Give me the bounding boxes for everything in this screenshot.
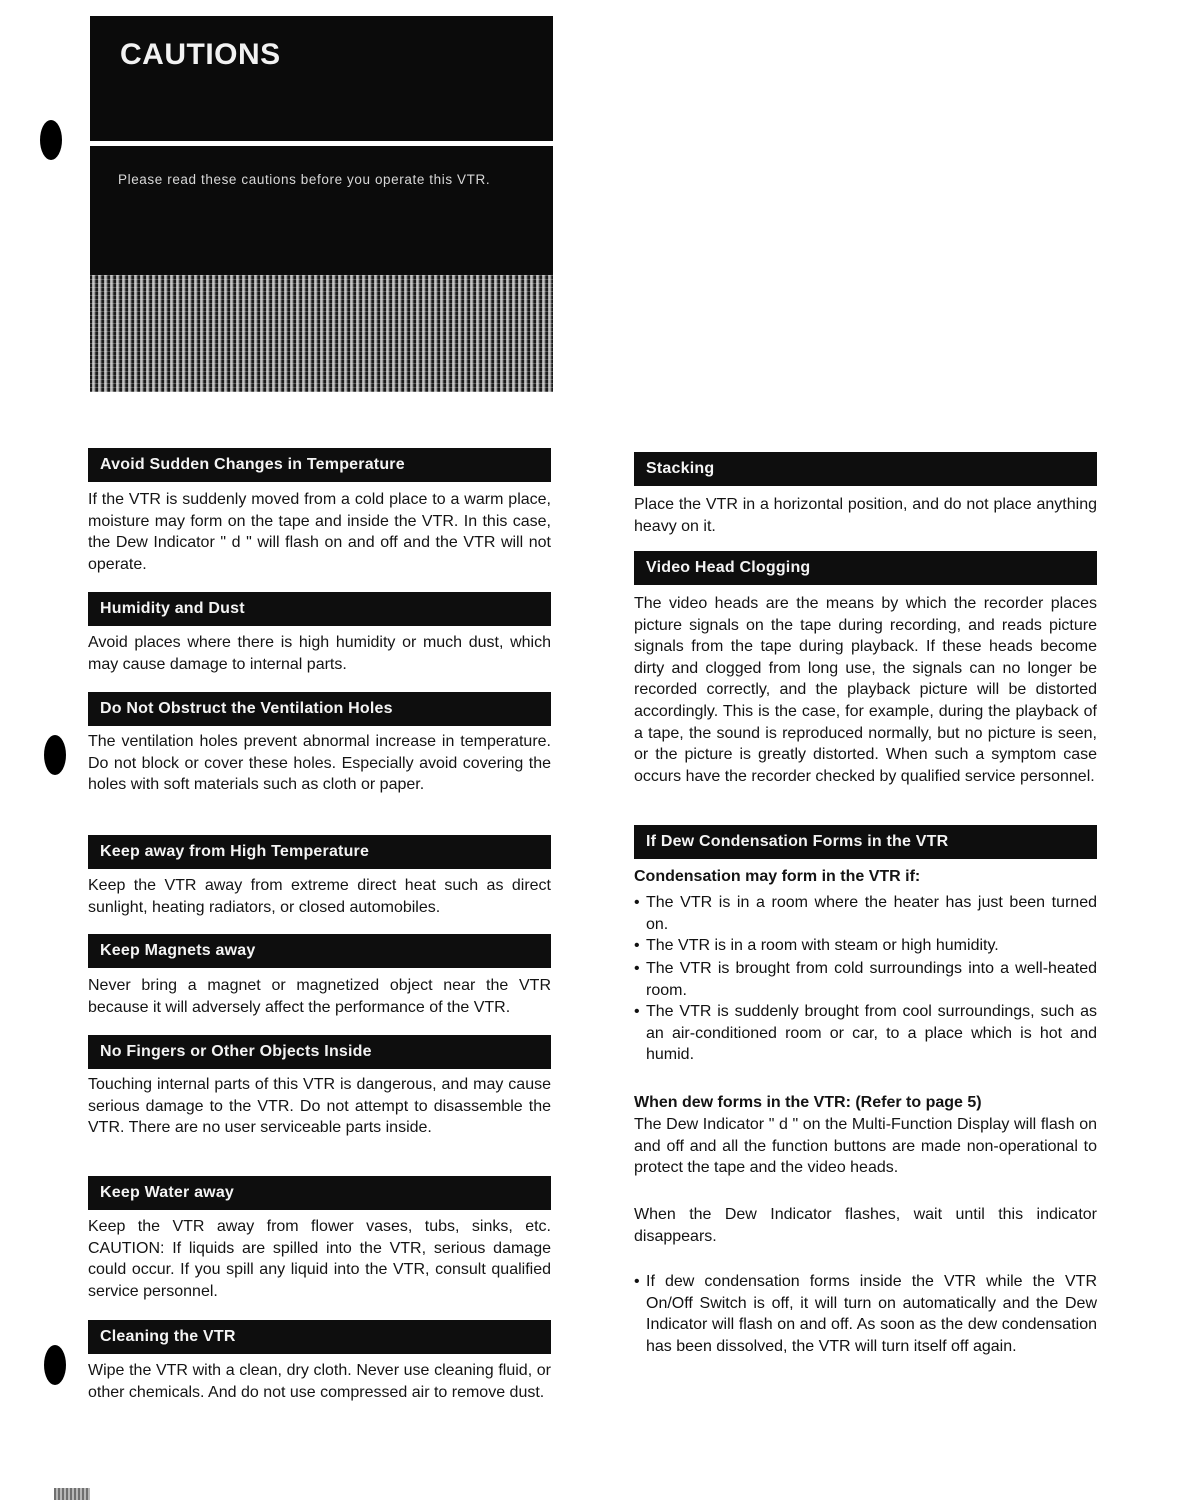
- section-heading: Humidity and Dust: [88, 592, 551, 626]
- when-title: When dew forms in the VTR: (Refer to page 5): [634, 1094, 982, 1111]
- bullet-icon: •: [634, 1003, 640, 1020]
- section-text: Touching internal parts of this VTR is dangerous, and may cause serious damage to the VTR. Do not attempt to disassemble the VTR. There are no user serviceable parts inside.: [88, 1076, 551, 1137]
- binder-hole-mark: [44, 1345, 66, 1385]
- list-item-text: If dew condensation forms inside the VTR while the VTR On/Off Switch is off, it will turn on automatically and the Dew Indicator will flash on and off. As soon as the dew condensation has been dissolved, the VTR will turn itself off again.: [646, 1273, 1097, 1355]
- list-item-text: The VTR is suddenly brought from cool surroundings, such as an air-conditioned room or car, to a place which is hot and humid.: [646, 1003, 1097, 1064]
- section-text: The video heads are the means by which the recorder places picture signals on the tape during recording, and reads picture signals from the tape during playback. If these heads become dirty and clogged from long use, the signals can no longer be recorded correctly, and the playback picture will be distorted accordingly. This is the case, for example, during the playback of a tape, the sound is reproduced normally, but no picture is seen, or the picture is greatly distorted. When such a symptom case occurs have the recorder checked by qualified service personnel.: [634, 595, 1097, 785]
- section-heading: Avoid Sudden Changes in Temperature: [88, 448, 551, 482]
- section-text: If the VTR is suddenly moved from a cold place to a warm place, moisture may form on the tape and inside the VTR. In this case, the Dew Indicator " d " will flash on and off and the VTR will not operate.: [88, 491, 551, 573]
- section-heading: Stacking: [634, 452, 1097, 486]
- list-item: [634, 1271, 1097, 1357]
- section-heading: If Dew Condensation Forms in the VTR: [634, 825, 1097, 859]
- halftone-texture: [90, 275, 553, 392]
- section-heading: Keep away from High Temperature: [88, 835, 551, 869]
- list-item: [634, 935, 1097, 957]
- title-banner: [90, 16, 553, 141]
- section-heading: No Fingers or Other Objects Inside: [88, 1035, 551, 1069]
- wait-text: When the Dew Indicator flashes, wait until this indicator disappears.: [634, 1206, 1097, 1245]
- section-text: Avoid places where there is high humidity or much dust, which may cause damage to internal parts.: [88, 634, 551, 673]
- page-subtitle: Please read these cautions before you operate this VTR.: [118, 172, 491, 187]
- section-heading: Keep Magnets away: [88, 934, 551, 968]
- bullet-icon: •: [634, 1273, 640, 1290]
- condition-title: Condensation may form in the VTR if:: [634, 868, 921, 885]
- list-item: [634, 1001, 1097, 1066]
- section-text: Keep the VTR away from flower vases, tubs, sinks, etc. CAUTION: If liquids are spilled into the VTR, serious damage could occur. If you spill any liquid into the VTR, consult qualified service personnel.: [88, 1218, 551, 1300]
- page-title: CAUTIONS: [120, 38, 281, 71]
- section-text: Wipe the VTR with a clean, dry cloth. Never use cleaning fluid, or other chemicals. And do not use compressed air to remove dust.: [88, 1362, 551, 1401]
- page-smudge: [54, 1488, 90, 1500]
- section-text: Place the VTR in a horizontal position, and do not place anything heavy on it.: [634, 496, 1097, 535]
- when-text: The Dew Indicator " d " on the Multi-Function Display will flash on and off and all the function buttons are made non-operational to protect the tape and the video heads.: [634, 1116, 1097, 1177]
- list-item-text: The VTR is brought from cold surroundings into a well-heated room.: [646, 960, 1097, 999]
- section-heading: Keep Water away: [88, 1176, 551, 1210]
- bullet-icon: •: [634, 937, 640, 954]
- section-text: The ventilation holes prevent abnormal increase in temperature. Do not block or cover these holes. Especially avoid covering the holes with soft materials such as cloth or paper.: [88, 733, 551, 794]
- bullet-icon: •: [634, 894, 640, 911]
- list-item: [634, 958, 1097, 1001]
- bullet-icon: •: [634, 960, 640, 977]
- binder-hole-mark: [40, 120, 62, 160]
- binder-hole-mark: [44, 735, 66, 775]
- section-heading: Do Not Obstruct the Ventilation Holes: [88, 692, 551, 726]
- section-text: Keep the VTR away from extreme direct heat such as direct sunlight, heating radiators, or closed automobiles.: [88, 877, 551, 916]
- section-heading: Cleaning the VTR: [88, 1320, 551, 1354]
- list-item-text: The VTR is in a room with steam or high humidity.: [646, 937, 999, 954]
- list-item: [634, 892, 1097, 935]
- list-item-text: The VTR is in a room where the heater has just been turned on.: [646, 894, 1097, 933]
- section-text: Never bring a magnet or magnetized object near the VTR because it will adversely affect the performance of the VTR.: [88, 977, 551, 1016]
- section-heading: Video Head Clogging: [634, 551, 1097, 585]
- subtitle-banner: [90, 146, 553, 275]
